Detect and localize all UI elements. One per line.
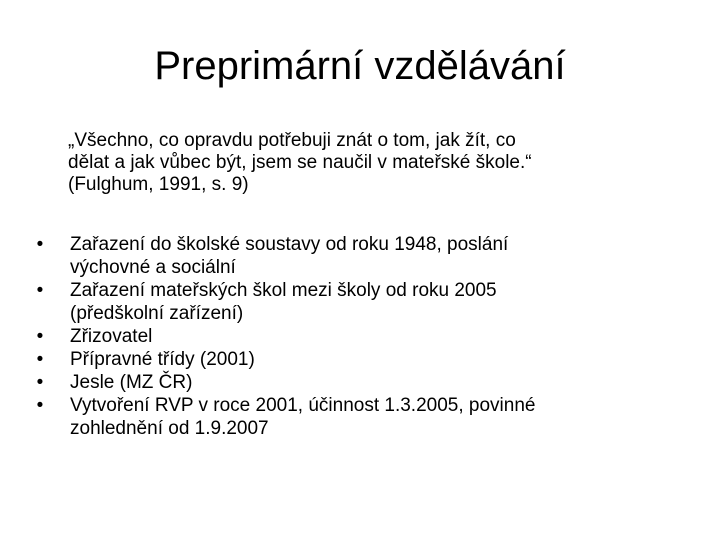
bullet-text: Zřizovatel [70, 326, 153, 347]
bullet-glyph: • [36, 326, 44, 347]
bullet-text: Zařazení do školské soustavy od roku 1948, poslání [70, 234, 509, 255]
bullet-glyph: • [36, 280, 44, 301]
quote-line: „Všechno, co opravdu potřebuji znát o tom, jak žít, co [68, 130, 516, 151]
quote-line: (Fulghum, 1991, s. 9) [68, 174, 249, 195]
bullet-glyph: • [36, 234, 44, 255]
quote-line: dělat a jak vůbec být, jsem se naučil v mateřské škole.“ [68, 152, 532, 173]
bullet-item [30, 279, 700, 325]
bullet-text: Zařazení mateřských škol mezi školy od roku 2005 [70, 280, 497, 301]
bullet-text: výchovné a sociální [70, 257, 236, 278]
bullet-glyph: • [36, 372, 44, 393]
slide-title: Preprimární vzdělávání [154, 44, 566, 88]
bullet-glyph: • [36, 395, 44, 416]
bullet-item [30, 348, 700, 371]
bullet-text: Přípravné třídy (2001) [70, 349, 255, 370]
quote [68, 130, 668, 196]
bullet-glyph: • [36, 349, 44, 370]
bullet-list [30, 233, 700, 440]
bullet-item [30, 325, 700, 348]
bullet-item [30, 371, 700, 394]
bullet-item [30, 394, 700, 440]
bullet-text: Vytvoření RVP v roce 2001, účinnost 1.3.2005, povinné [70, 395, 536, 416]
bullet-item [30, 233, 700, 279]
bullet-text: (předškolní zařízení) [70, 303, 244, 324]
bullet-text: zohlednění od 1.9.2007 [70, 418, 269, 439]
bullet-text: Jesle (MZ ČR) [70, 372, 193, 393]
